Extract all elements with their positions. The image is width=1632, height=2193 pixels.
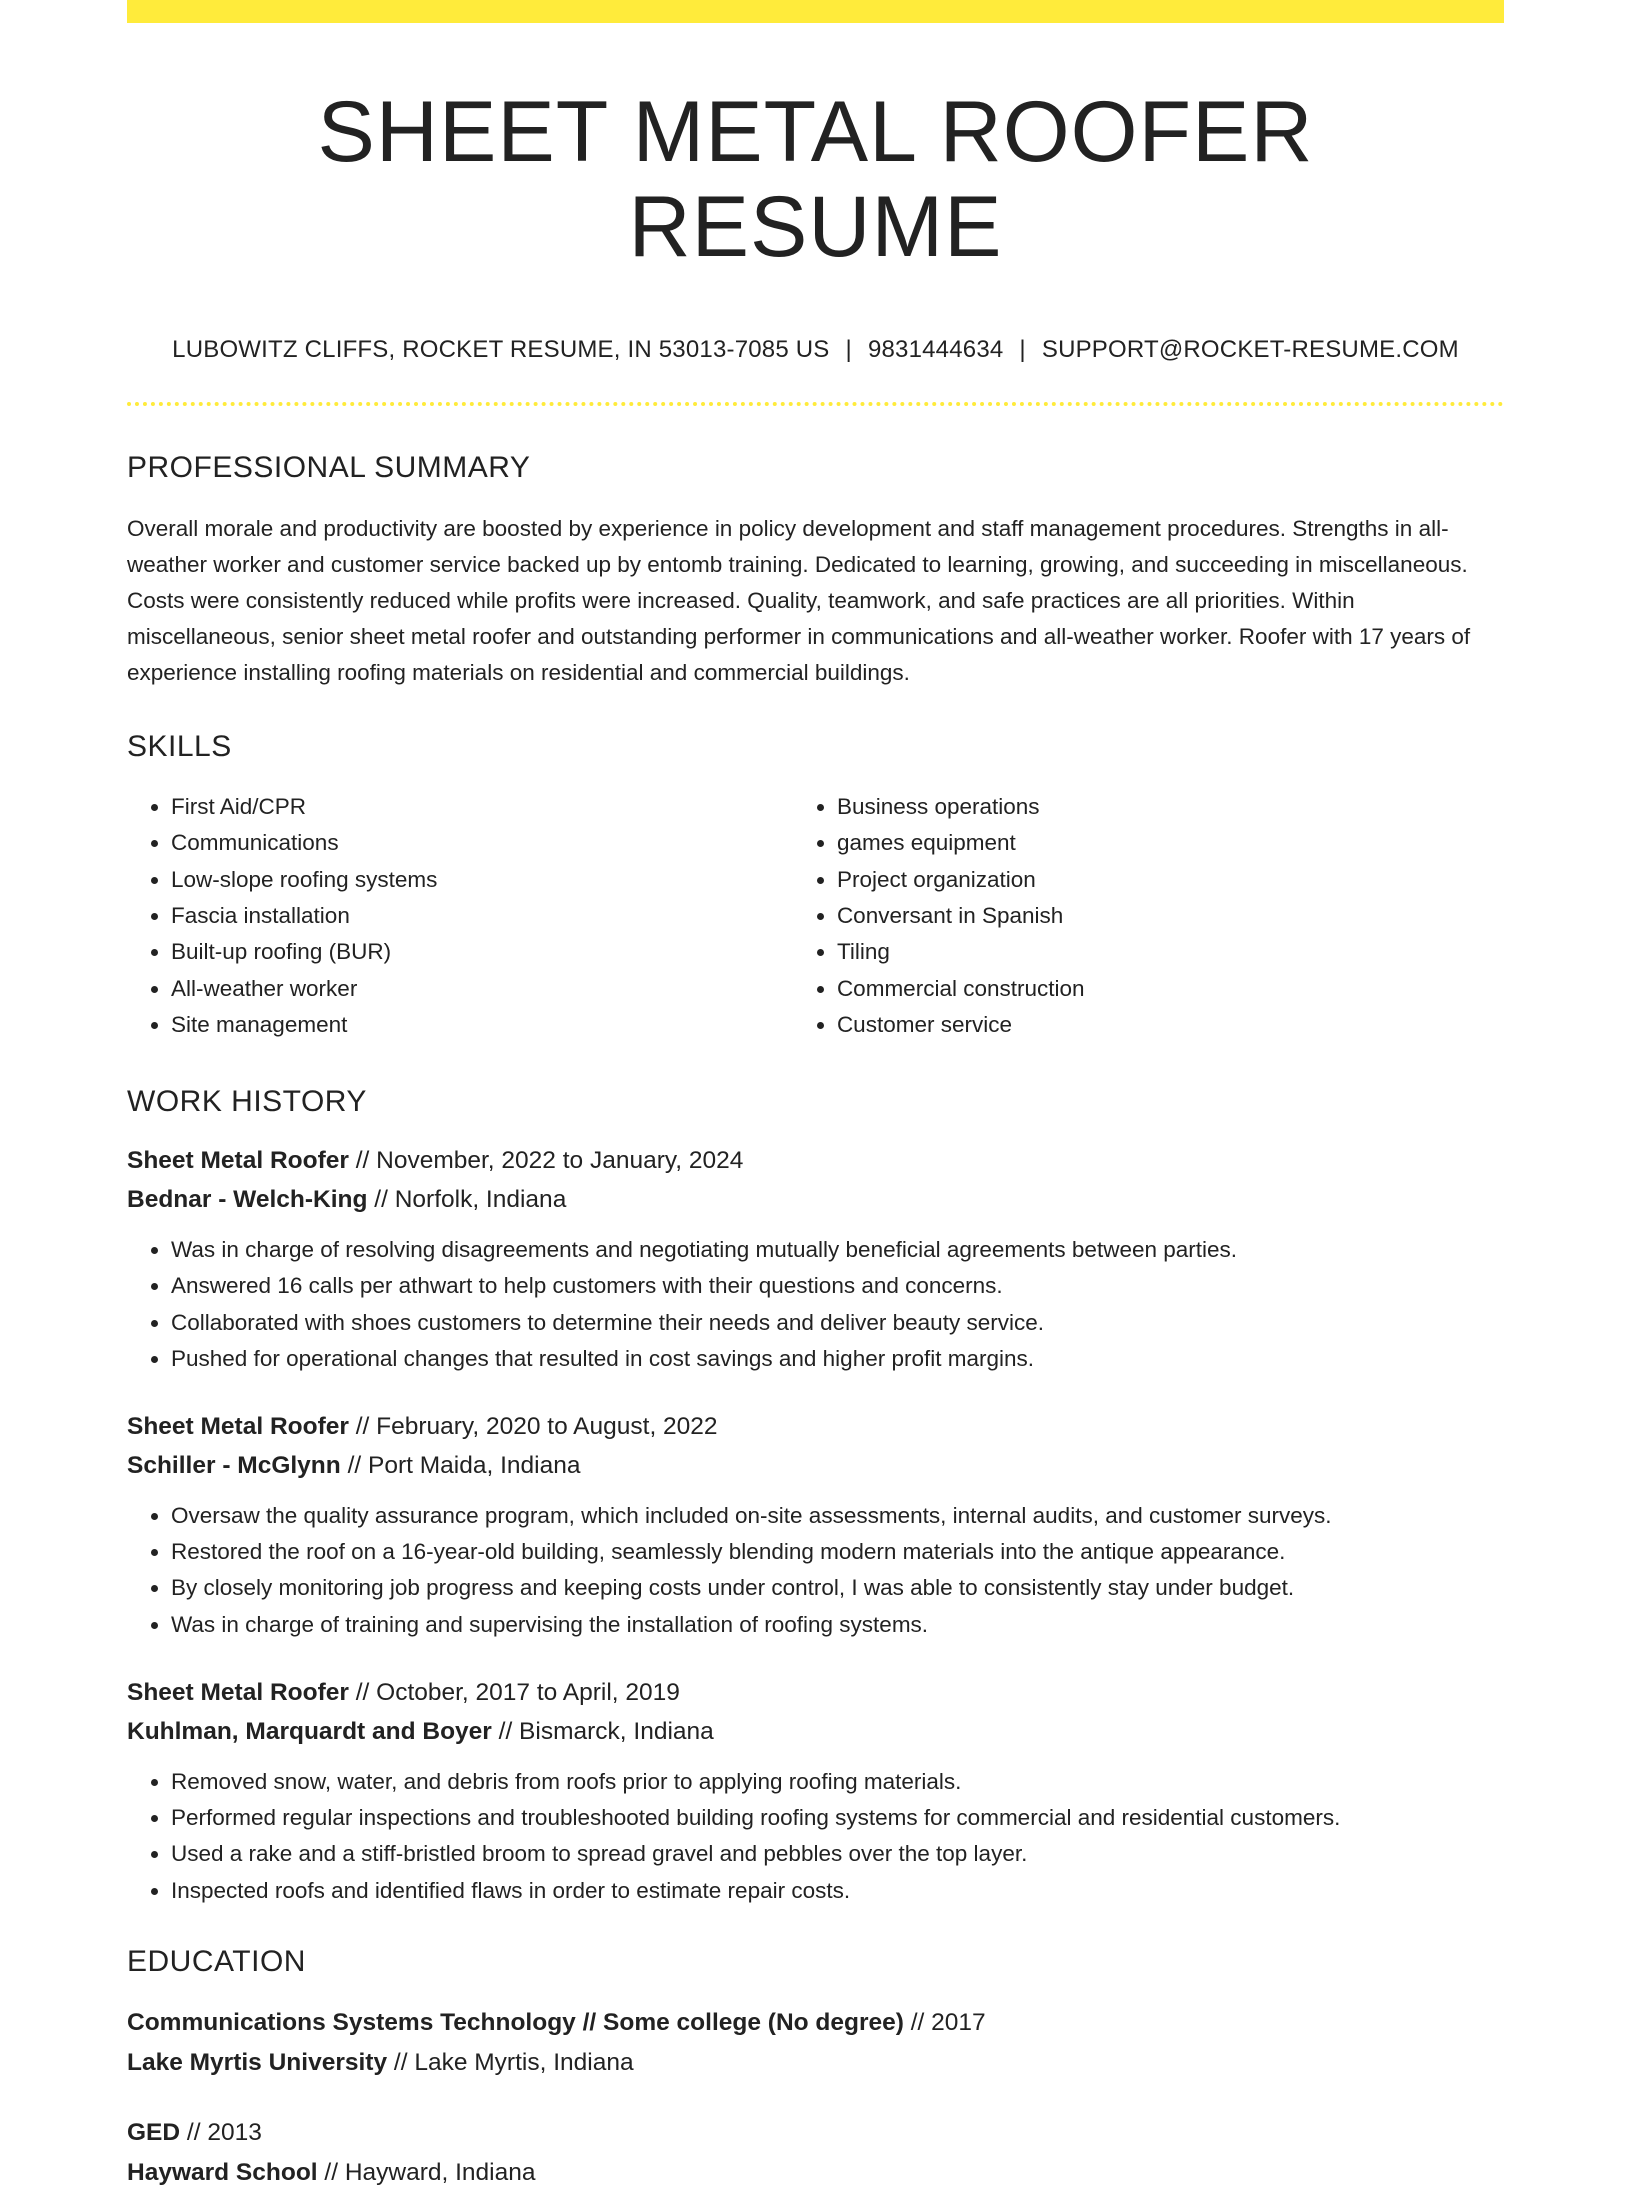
job-title: Sheet Metal Roofer (127, 1147, 349, 1175)
education-degree: GED (127, 2118, 181, 2146)
education-school-line (127, 2043, 1504, 2083)
skill-item: • First Aid/CPR (171, 789, 793, 825)
job-company: Kuhlman, Marquardt and Boyer (127, 1717, 492, 1745)
skills-column-right (793, 789, 1504, 1043)
work-history-heading: WORK HISTORY (127, 1085, 367, 1119)
job-entry (127, 1407, 1504, 1643)
job-dates: // November, 2022 to January, 2024 (355, 1147, 744, 1175)
top-accent-bar (127, 0, 1504, 23)
skill-item: • Low-slope roofing systems (171, 862, 793, 898)
job-title-line (127, 1141, 1504, 1180)
job-company: Schiller - McGlynn (127, 1452, 341, 1480)
education-school: Lake Myrtis University (127, 2048, 388, 2076)
job-bullet: • By closely monitoring job progress and keeping costs under control, I was able to consistently stay under budget. (171, 1570, 1504, 1606)
job-title-line (127, 1407, 1504, 1446)
education-degree-line (127, 2113, 1504, 2153)
job-bullet: • Used a rake and a stiff-bristled broom to spread gravel and pebbles over the top layer. (171, 1836, 1504, 1872)
job-bullet: • Pushed for operational changes that resulted in cost savings and higher profit margins. (171, 1341, 1504, 1377)
summary-heading: PROFESSIONAL SUMMARY (127, 451, 531, 485)
job-title: Sheet Metal Roofer (127, 1413, 349, 1441)
skills-heading: SKILLS (127, 730, 232, 764)
skill-item: • Conversant in Spanish (837, 898, 1504, 934)
job-company: Bednar - Welch-King (127, 1186, 368, 1214)
skill-item: • All-weather worker (171, 971, 793, 1007)
resume-title: SHEET METAL ROOFER RESUME (317, 84, 1314, 275)
education-school: Hayward School (127, 2158, 318, 2186)
job-bullet: • Oversaw the quality assurance program, which included on-site assessments, internal audits, and customer surveys. (171, 1498, 1504, 1534)
skill-item: • Site management (171, 1007, 793, 1043)
education-entry (127, 2003, 1504, 2083)
skill-item: • Fascia installation (171, 898, 793, 934)
job-bullet: • Removed snow, water, and debris from roofs prior to applying roofing materials. (171, 1764, 1504, 1800)
skill-item: • Communications (171, 825, 793, 861)
job-location: // Bismarck, Indiana (498, 1717, 714, 1745)
job-bullets (127, 1764, 1504, 1909)
education-degree-line (127, 2003, 1504, 2043)
contact-email: SUPPORT@ROCKET-RESUME.COM (1041, 336, 1459, 364)
skill-item: • Business operations (837, 789, 1504, 825)
education-year: // 2013 (186, 2118, 262, 2146)
skill-item: • games equipment (837, 825, 1504, 861)
job-entry (127, 1673, 1504, 1909)
summary-text: Overall morale and productivity are boosted by experience in policy development and staff management procedures. Strengths in all-weather worker and customer service backed up by entomb training. Dedicated to learning, growing, and succeeding in miscellaneous. Costs were consistently reduced while profits were increased. Quality, teamwork, and safe practices are all priorities. Within miscellaneous, senior sheet metal roofer and outstanding performer in communications and all-weather worker. Roofer with 17 years of experience installing roofing materials on residential and commercial buildings. (127, 516, 1471, 686)
job-company-line (127, 1180, 1504, 1219)
job-bullet: • Collaborated with shoes customers to determine their needs and deliver beauty service. (171, 1305, 1504, 1341)
job-bullets (127, 1498, 1504, 1643)
education-location: // Hayward, Indiana (324, 2158, 536, 2186)
job-bullet: • Restored the roof on a 16-year-old building, seamlessly blending modern materials into the antique appearance. (171, 1534, 1504, 1570)
job-company-line (127, 1446, 1504, 1485)
skills-column-left (127, 789, 793, 1043)
job-location: // Norfolk, Indiana (374, 1186, 567, 1214)
skill-item: • Commercial construction (837, 971, 1504, 1007)
skill-item: • Customer service (837, 1007, 1504, 1043)
education-degree: Communications Systems Technology // Some college (No degree) (127, 2008, 904, 2036)
education-location: // Lake Myrtis, Indiana (393, 2048, 634, 2076)
job-bullet: • Was in charge of training and supervising the installation of roofing systems. (171, 1607, 1504, 1643)
contact-separator: | (845, 336, 852, 364)
contact-line (127, 336, 1504, 364)
job-bullet: • Answered 16 calls per athwart to help customers with their questions and concerns. (171, 1268, 1504, 1304)
job-entry (127, 1141, 1504, 1377)
job-bullets (127, 1232, 1504, 1377)
skill-item: • Tiling (837, 934, 1504, 970)
job-bullet: • Performed regular inspections and troubleshooted building roofing systems for commercial and residential customers. (171, 1800, 1504, 1836)
job-dates: // February, 2020 to August, 2022 (355, 1413, 718, 1441)
education-school-line (127, 2153, 1504, 2193)
job-location: // Port Maida, Indiana (347, 1452, 581, 1480)
skill-item: • Project organization (837, 862, 1504, 898)
education-year: // 2017 (910, 2008, 986, 2036)
education-heading: EDUCATION (127, 1944, 306, 1978)
job-bullet: • Was in charge of resolving disagreements and negotiating mutually beneficial agreements between parties. (171, 1232, 1504, 1268)
skill-item: • Built-up roofing (BUR) (171, 934, 793, 970)
dotted-divider (127, 402, 1504, 406)
skills-list (127, 789, 1504, 1043)
job-title-line (127, 1673, 1504, 1712)
job-dates: // October, 2017 to April, 2019 (355, 1678, 680, 1706)
resume-page (127, 0, 1504, 2193)
contact-phone: 9831444634 (867, 336, 1004, 364)
education-entry (127, 2113, 1504, 2193)
job-bullet: • Inspected roofs and identified flaws in order to estimate repair costs. (171, 1873, 1504, 1909)
job-title: Sheet Metal Roofer (127, 1678, 349, 1706)
contact-address: LUBOWITZ CLIFFS, ROCKET RESUME, IN 53013-7085 US (172, 336, 830, 364)
contact-separator: | (1019, 336, 1026, 364)
job-company-line (127, 1712, 1504, 1751)
